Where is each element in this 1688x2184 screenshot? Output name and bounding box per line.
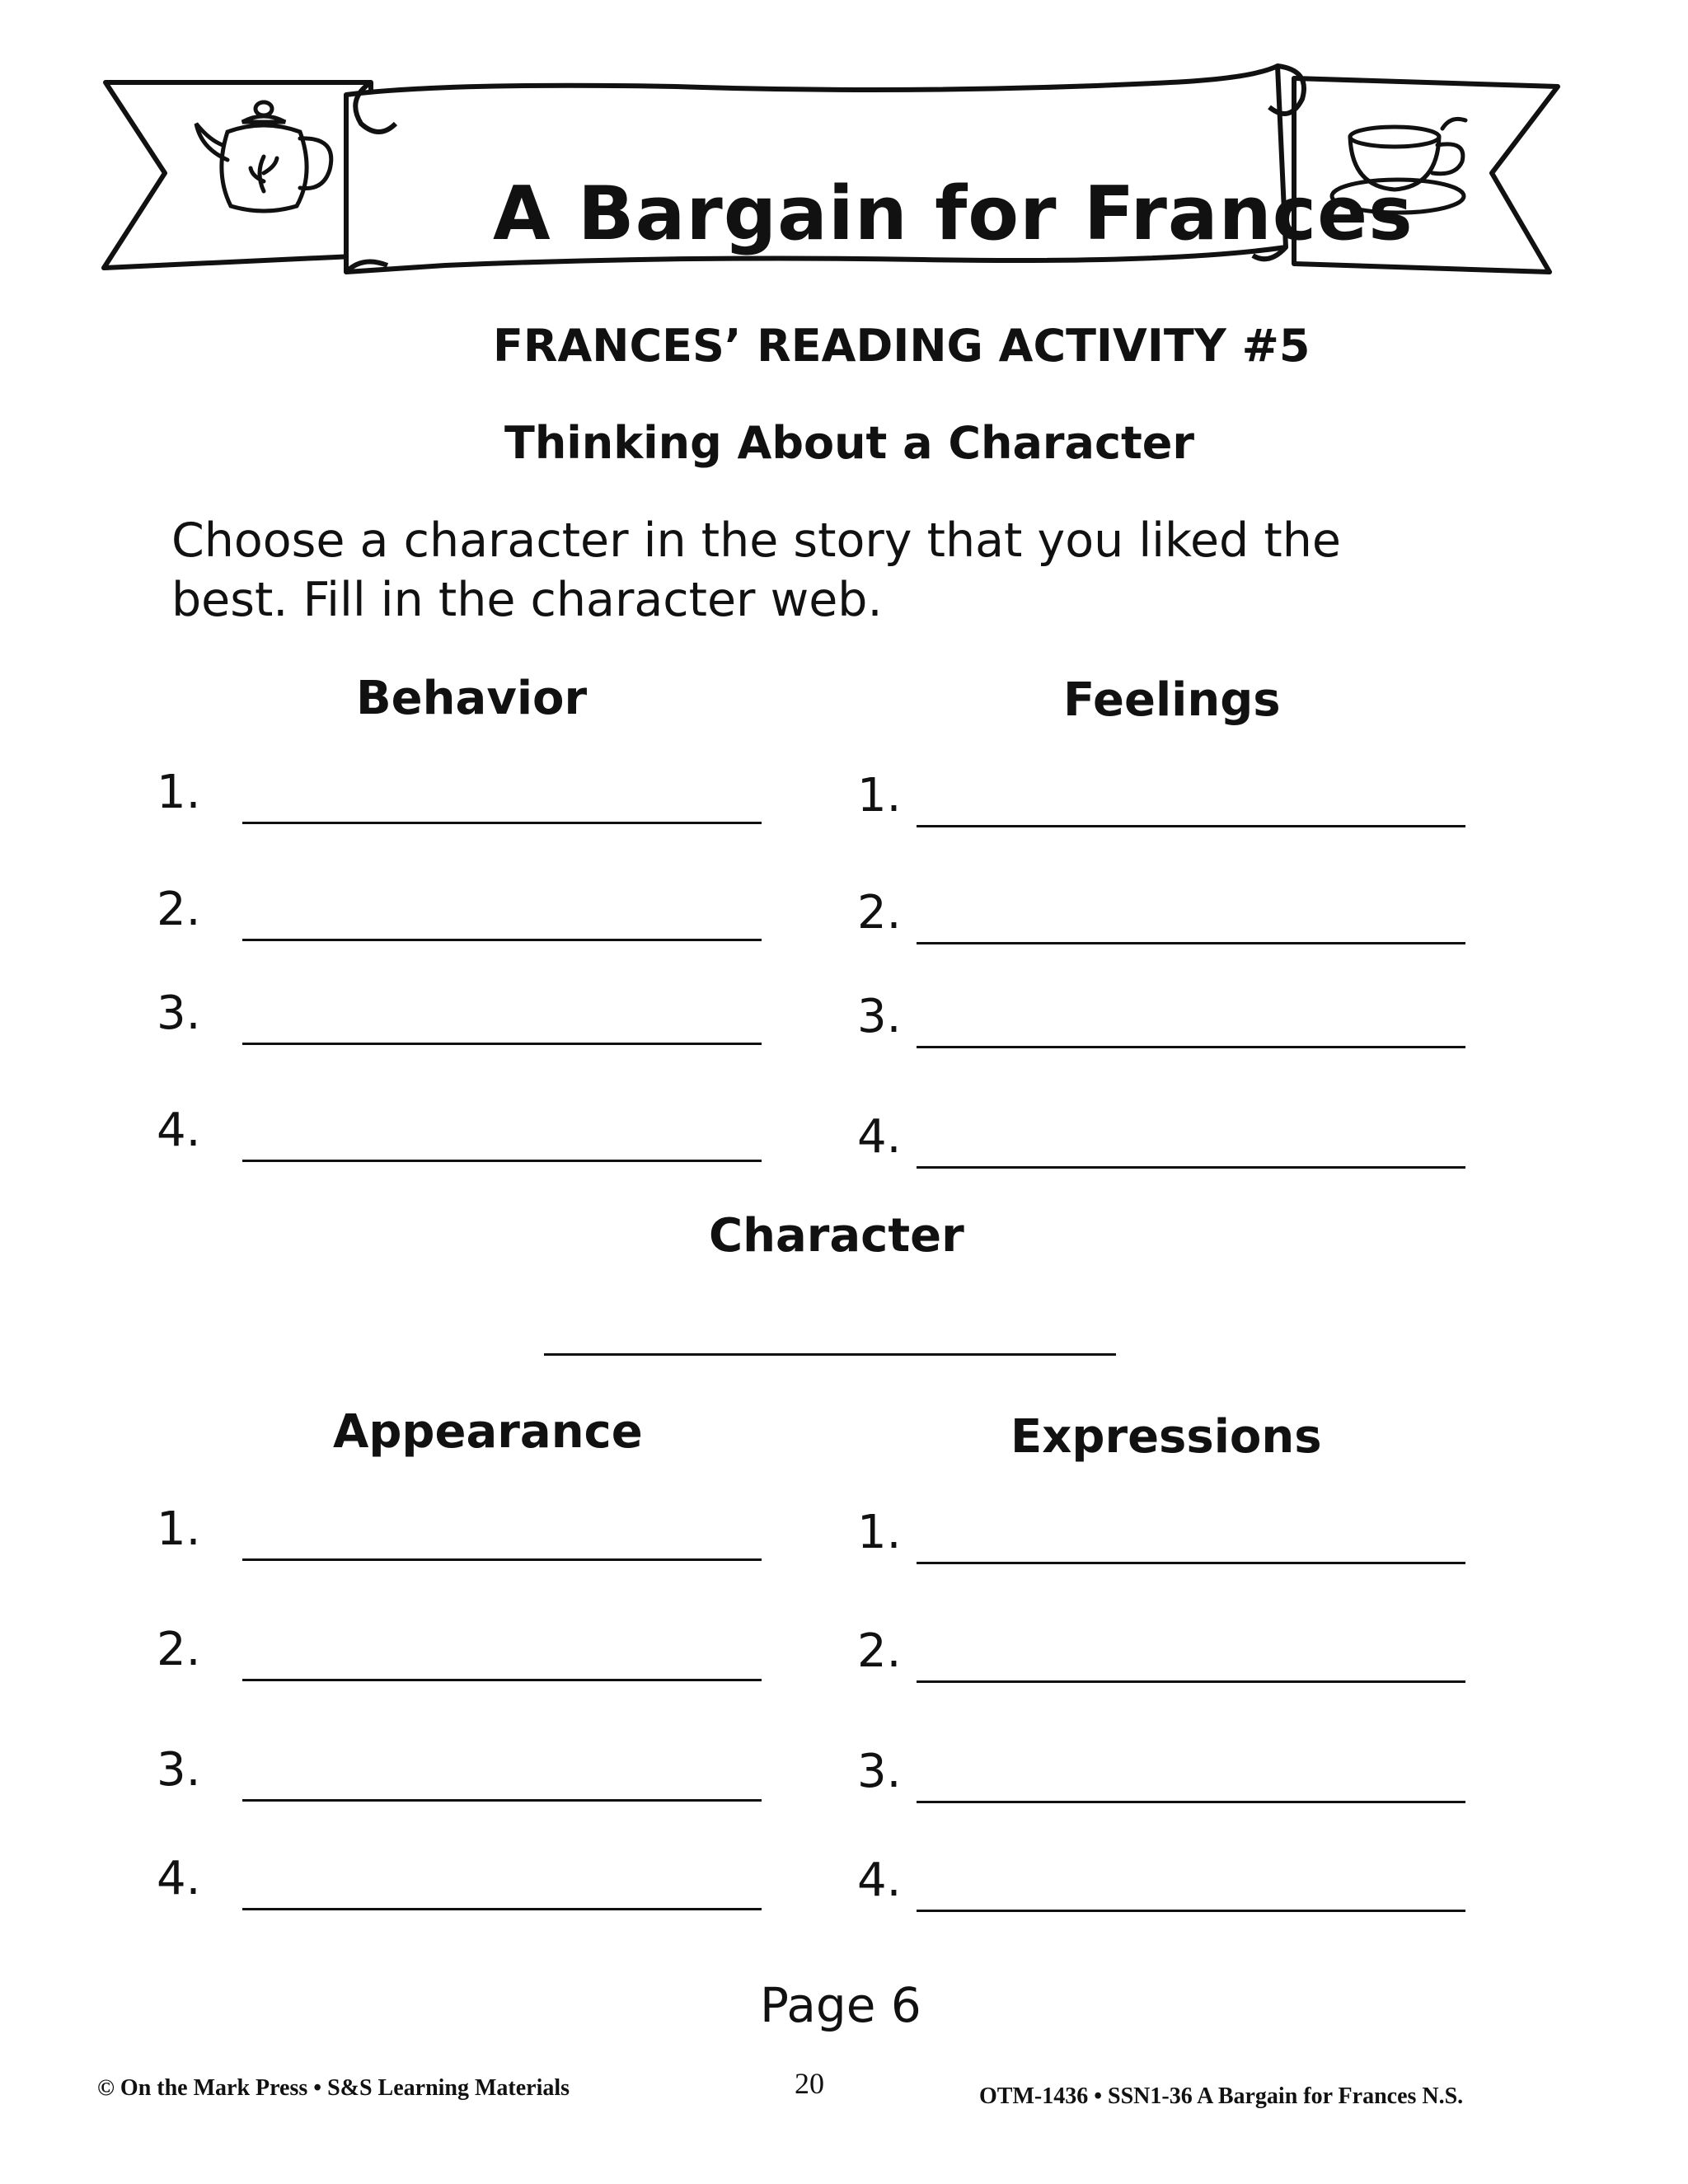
feelings-title: Feelings (1063, 673, 1281, 727)
list-item (157, 758, 767, 824)
item-number: 2. (157, 883, 201, 936)
answer-blank[interactable] (917, 1910, 1465, 1912)
activity-subheading: Thinking About a Character (504, 417, 1195, 469)
item-number: 1. (857, 769, 902, 823)
list-item (857, 1737, 1467, 1803)
item-number: 4. (857, 1110, 902, 1164)
answer-blank[interactable] (917, 942, 1465, 944)
list-item (157, 1615, 767, 1681)
answer-blank[interactable] (242, 1908, 762, 1910)
answer-blank[interactable] (242, 1558, 762, 1561)
list-item (157, 875, 767, 941)
list-item (857, 1103, 1467, 1169)
item-number: 4. (157, 1104, 201, 1157)
item-number: 1. (857, 1506, 902, 1559)
item-number: 3. (857, 990, 902, 1043)
answer-blank[interactable] (917, 1801, 1465, 1803)
list-item (857, 1846, 1467, 1912)
item-number: 4. (157, 1852, 201, 1905)
item-number: 1. (157, 766, 201, 819)
activity-heading: FRANCES’ READING ACTIVITY #5 (493, 320, 1311, 372)
behavior-title: Behavior (356, 672, 588, 725)
list-item (157, 979, 767, 1045)
answer-blank[interactable] (242, 1799, 762, 1802)
answer-blank[interactable] (917, 1562, 1465, 1564)
item-number: 3. (157, 1743, 201, 1797)
appearance-title: Appearance (333, 1405, 643, 1459)
page-label: Page 6 (760, 1977, 921, 2033)
item-number: 4. (857, 1854, 902, 1907)
list-item (157, 1736, 767, 1802)
character-title: Character (709, 1209, 964, 1263)
footer-page-number: 20 (795, 2067, 824, 2100)
item-number: 2. (857, 886, 902, 940)
character-name-blank[interactable] (544, 1353, 1116, 1356)
worksheet-title: A Bargain for Frances (493, 171, 1414, 257)
item-number: 3. (857, 1745, 902, 1798)
footer-product-code: OTM-1436 • SSN1-36 A Bargain for Frances N.S. (979, 2083, 1464, 2109)
answer-blank[interactable] (917, 1166, 1465, 1169)
title-banner (99, 49, 1566, 288)
list-item (857, 982, 1467, 1048)
item-number: 2. (857, 1624, 902, 1678)
list-item (857, 1617, 1467, 1683)
list-item (857, 762, 1467, 827)
answer-blank[interactable] (917, 825, 1465, 827)
list-item (857, 879, 1467, 944)
answer-blank[interactable] (242, 1043, 762, 1045)
answer-blank[interactable] (917, 1680, 1465, 1683)
list-item (857, 1498, 1467, 1564)
footer-publisher: © On the Mark Press • S&S Learning Materials (97, 2075, 570, 2101)
answer-blank[interactable] (242, 1679, 762, 1681)
item-number: 1. (157, 1502, 201, 1556)
item-number: 2. (157, 1623, 201, 1676)
answer-blank[interactable] (242, 1160, 762, 1162)
answer-blank[interactable] (242, 939, 762, 941)
list-item (157, 1844, 767, 1910)
item-number: 3. (157, 987, 201, 1040)
answer-blank[interactable] (917, 1046, 1465, 1048)
list-item (157, 1096, 767, 1162)
instructions-text: Choose a character in the story that you liked the best. Fill in the character web. (171, 513, 1341, 627)
expressions-title: Expressions (1010, 1410, 1322, 1464)
answer-blank[interactable] (242, 822, 762, 824)
teapot-icon (185, 91, 349, 223)
list-item (157, 1495, 767, 1561)
